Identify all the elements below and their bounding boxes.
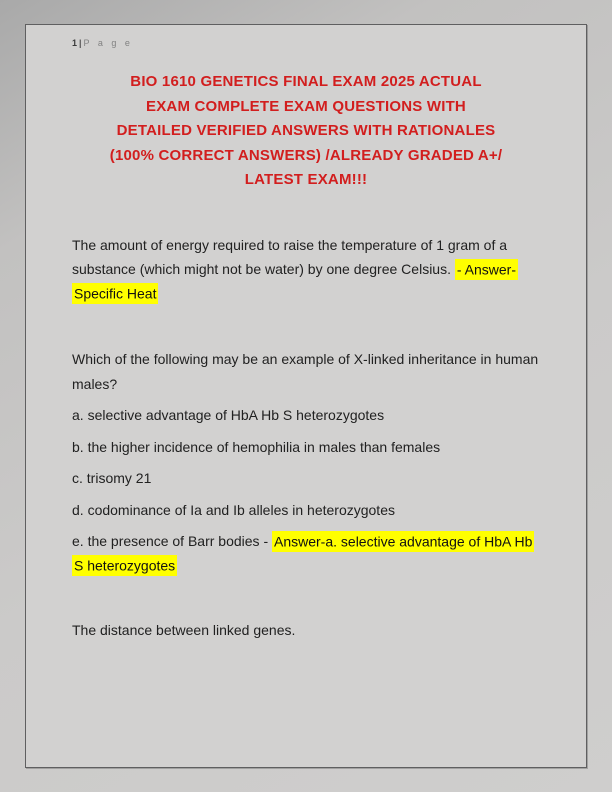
question-1-paragraph: [72, 233, 540, 307]
question-2-option-d: d. codominance of Ia and Ib alleles in heterozygotes: [72, 501, 395, 518]
question-2-option-e-text: e. the presence of Barr bodies -: [72, 533, 272, 550]
title-line-5: LATEST EXAM!!!: [244, 171, 368, 189]
question-3-text: The distance between linked genes.: [72, 622, 296, 639]
page-header-separator: |: [79, 38, 82, 48]
title-line-3: DETAILED VERIFIED ANSWERS WITH RATIONALES: [116, 122, 496, 140]
question-2-option-a: a. selective advantage of HbA Hb S heterozygotes: [72, 407, 385, 424]
title-line-1: BIO 1610 GENETICS FINAL EXAM 2025 ACTUAL: [130, 73, 482, 90]
question-2-option-c: c. trisomy 21: [72, 470, 152, 487]
question-2-prompt: Which of the following may be an example of X-linked inheritance in human males?: [72, 351, 539, 392]
question-1-answer-highlight: - Answer-Specific Heat: [72, 259, 518, 305]
question-1-text: The amount of energy required to raise the temperature of 1 gram of a substance (which might not be water) by one degree Celsius.: [72, 236, 508, 278]
document-title: [72, 70, 540, 193]
title-line-4: (100% CORRECT ANSWERS) /ALREADY GRADED A+/: [109, 146, 503, 164]
page-number: 1: [72, 38, 79, 48]
page-header-label: P a g e: [83, 38, 133, 48]
question-2-answer-highlight: Answer-a. selective advantage of HbA Hb S heterozygotes: [72, 531, 534, 577]
page-header: [72, 37, 540, 49]
title-line-2: EXAM COMPLETE EXAM QUESTIONS WITH: [146, 97, 466, 115]
document-page: [25, 24, 587, 768]
question-2-option-e-paragraph: [72, 529, 540, 578]
question-2-option-b: b. the higher incidence of hemophilia in males than females: [72, 438, 441, 455]
